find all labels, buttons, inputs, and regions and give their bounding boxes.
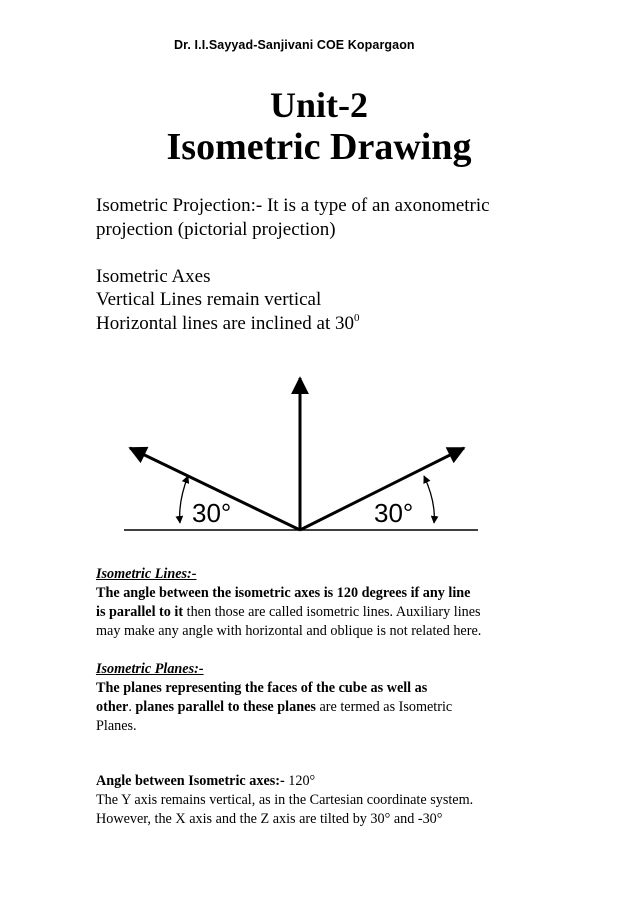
right-angle-label: 30° — [374, 498, 414, 528]
vertical-lines-text: Vertical Lines remain vertical — [96, 289, 322, 310]
intro-section — [96, 194, 566, 335]
y-axis-text: The Y axis remains vertical, as in the Cartesian coordinate system. — [96, 792, 474, 808]
degree-superscript: 0 — [354, 311, 360, 324]
isometric-planes-line-2: other. planes parallel to these planes are termed as Isometric — [96, 699, 453, 715]
left-angle-arc — [180, 476, 188, 523]
page-header: Dr. I.I.Sayyad-Sanjivani COE Kopargaon — [174, 38, 415, 52]
left-angle-label: 30° — [192, 498, 232, 528]
intro-line-2: projection (pictorial projection) — [96, 218, 336, 240]
isometric-lines-line-3: may make any angle with horizontal and oblique is not related here. — [96, 623, 482, 639]
isometric-planes-line-3: Planes. — [96, 718, 137, 734]
right-angle-arc — [424, 476, 434, 523]
body-text — [96, 565, 546, 829]
title-unit: Unit-2 — [270, 85, 368, 125]
horizontal-lines-text: Horizontal lines are inclined at 30 — [96, 312, 354, 334]
title-topic: Isometric Drawing — [166, 126, 472, 168]
angle-between-axes: Angle between Isometric axes:- 120° — [96, 773, 316, 789]
isometric-planes-line-1: The planes representing the faces of the cube as well as — [96, 680, 428, 696]
isometric-axes-diagram — [118, 370, 488, 540]
intro-line-1: Isometric Projection:- It is a type of an axonometric — [96, 195, 490, 216]
isometric-lines-line-2: is parallel to it then those are called isometric lines. Auxiliary lines — [96, 604, 481, 620]
axes-heading: Isometric Axes — [96, 265, 211, 287]
xz-axis-text: However, the X axis and the Z axis are tilted by 30° and -30° — [96, 811, 443, 827]
isometric-lines-heading: Isometric Lines:- — [96, 566, 197, 582]
isometric-planes-heading: Isometric Planes:- — [96, 661, 204, 677]
horizontal-lines-row — [96, 312, 566, 336]
isometric-lines-line-1: The angle between the isometric axes is 120 degrees if any line — [96, 585, 471, 601]
page-title — [0, 84, 638, 168]
